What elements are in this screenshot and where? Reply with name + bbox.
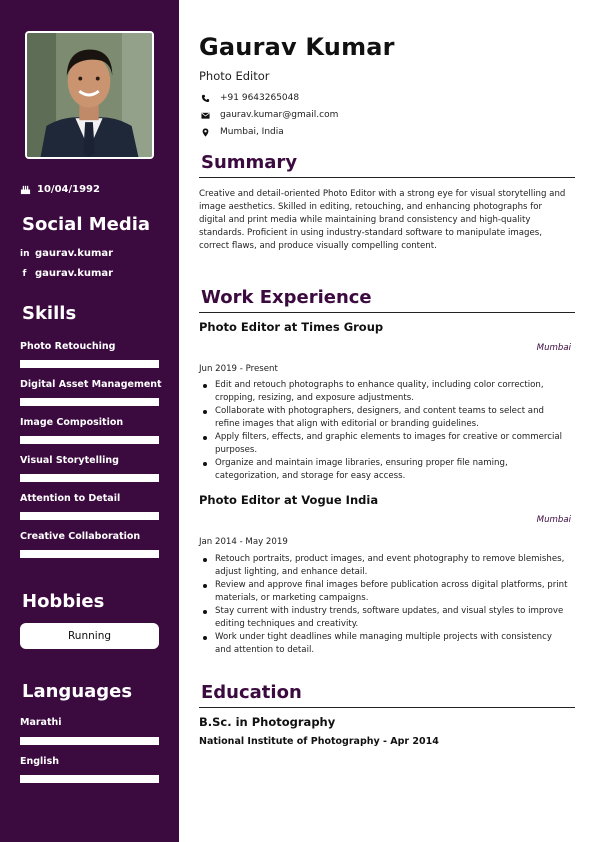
language-bar <box>20 737 159 745</box>
section-divider <box>199 707 575 708</box>
education-degree: B.Sc. in Photography <box>199 715 336 729</box>
job-location: Mumbai <box>536 343 571 353</box>
contact-phone[interactable] <box>201 93 299 103</box>
language-bar-fill <box>20 775 159 783</box>
job-title: Photo Editor at Vogue India <box>199 493 379 507</box>
education-heading: Education <box>201 682 302 703</box>
location-value: Mumbai, India <box>220 127 284 137</box>
cake-icon <box>20 184 31 195</box>
profile-photo <box>25 31 154 159</box>
job-dates: Jan 2014 - May 2019 <box>199 537 288 547</box>
skill-bar <box>20 360 159 368</box>
summary-text: Creative and detail-oriented Photo Editor with a strong eye for visual storytelling and image aesthetics. Skilled in editing, retouching, and enhancing photographs for digital and print media while maintaining brand consistency and high-quality standards. Proficient in using industry-standard software to manipulate images, correct flaws, and produce visually compelling content. <box>199 189 566 251</box>
skill-label: Image Composition <box>20 417 124 428</box>
list-item: Apply filters, effects, and graphic elements to images for creative or commercial purposes. <box>199 431 569 457</box>
list-item: Work under tight deadlines while managing multiple projects with consistency and attention to detail. <box>199 631 569 657</box>
skill-label: Attention to Detail <box>20 493 121 504</box>
job-dates: Jun 2019 - Present <box>199 364 278 374</box>
skills-heading: Skills <box>22 303 77 324</box>
skill-bar <box>20 474 159 482</box>
location-pin-icon <box>201 128 210 137</box>
list-item: Stay current with industry trends, software updates, and visual styles to improve editing techniques and creativity. <box>199 605 569 631</box>
list-item: Retouch portraits, product images, and event photography to remove blemishes, adjust lighting, and enhance detail. <box>199 553 569 579</box>
language-label: Marathi <box>20 717 62 728</box>
social-item-linkedin[interactable] <box>20 248 113 259</box>
skill-bar <box>20 436 159 444</box>
skill-bar <box>20 512 159 520</box>
facebook-icon: f <box>22 268 27 279</box>
section-divider <box>199 312 575 313</box>
contact-email[interactable] <box>201 110 338 120</box>
skill-bar-fill <box>20 550 159 558</box>
work-experience-heading: Work Experience <box>201 287 372 308</box>
skill-bar-fill <box>20 398 159 406</box>
skill-bar-fill <box>20 512 159 520</box>
dob-value: 10/04/1992 <box>37 184 100 195</box>
skill-bar-fill <box>20 360 159 368</box>
skill-label: Creative Collaboration <box>20 531 141 542</box>
skill-label: Photo Retouching <box>20 341 116 352</box>
section-divider <box>199 177 575 178</box>
list-item: Review and approve final images before publication across digital platforms, print materials, or marketing campaigns. <box>199 579 569 605</box>
job-bullets <box>199 379 569 483</box>
language-label: English <box>20 756 59 767</box>
linkedin-icon: in <box>20 248 30 259</box>
contact-location <box>201 127 284 137</box>
sidebar <box>0 0 179 842</box>
languages-heading: Languages <box>22 681 133 702</box>
job-title: Photo Editor at Times Group <box>199 320 384 334</box>
list-item: Edit and retouch photographs to enhance quality, including color correction, cropping, resizing, and exposure adjustments. <box>199 379 569 405</box>
hobby-tag: Running <box>20 623 159 649</box>
candidate-name: Gaurav Kumar <box>199 33 395 61</box>
social-handle: gaurav.kumar <box>35 248 114 259</box>
skill-label: Digital Asset Management <box>20 379 162 390</box>
social-handle: gaurav.kumar <box>35 268 114 279</box>
envelope-icon <box>201 111 210 120</box>
social-item-facebook[interactable] <box>20 268 113 279</box>
skill-label: Visual Storytelling <box>20 455 119 466</box>
summary-heading: Summary <box>201 152 298 173</box>
list-item: Organize and maintain image libraries, ensuring proper file naming, categorization, and storage for easy access. <box>199 457 569 483</box>
language-bar-fill <box>20 737 159 745</box>
date-of-birth <box>20 184 100 195</box>
skill-bar <box>20 550 159 558</box>
social-media-heading: Social Media <box>22 214 151 235</box>
language-bar <box>20 775 159 783</box>
hobbies-heading: Hobbies <box>22 591 105 612</box>
email-value: gaurav.kumar@gmail.com <box>220 110 339 120</box>
job-bullets <box>199 553 569 657</box>
phone-value: +91 9643265048 <box>220 93 300 103</box>
education-institution: National Institute of Photography - Apr 2014 <box>199 736 439 747</box>
job-location: Mumbai <box>536 515 571 525</box>
list-item: Collaborate with photographers, designers, and content teams to select and refine images that align with editorial or branding guidelines. <box>199 405 569 431</box>
skill-bar <box>20 398 159 406</box>
skill-bar-fill <box>20 474 159 482</box>
skill-bar-fill <box>20 436 159 444</box>
phone-icon <box>201 94 210 103</box>
candidate-title: Photo Editor <box>199 69 270 83</box>
